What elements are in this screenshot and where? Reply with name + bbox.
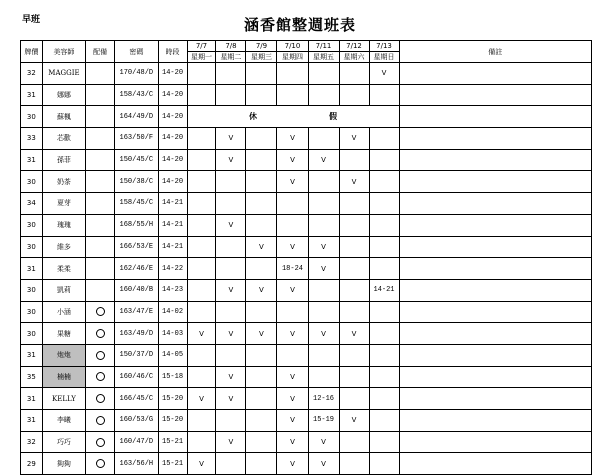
time-cell: 14-05 <box>158 344 187 366</box>
table-row <box>21 84 592 106</box>
day-cell <box>187 84 216 106</box>
day-cell <box>187 410 216 432</box>
price-cell: 31 <box>21 410 43 432</box>
assist-cell <box>86 388 115 410</box>
time-cell: 14-20 <box>158 149 187 171</box>
day-cell: V <box>339 171 369 193</box>
remark-cell <box>399 453 592 475</box>
remark-cell <box>399 214 592 236</box>
circle-icon <box>96 459 105 468</box>
time-cell: 14-20 <box>158 84 187 106</box>
day-cell <box>369 323 399 345</box>
time-cell: 15-20 <box>158 388 187 410</box>
stylist-name: 奶茶 <box>42 171 85 193</box>
price-cell: 31 <box>21 258 43 280</box>
day-cell <box>246 128 277 150</box>
day-cell: V <box>277 149 308 171</box>
price-cell: 34 <box>21 193 43 215</box>
day-date: 7/11 <box>308 41 339 52</box>
day-cell <box>308 344 339 366</box>
day-date: 7/12 <box>339 41 369 52</box>
assist-cell <box>86 431 115 453</box>
day-cell <box>308 301 339 323</box>
day-cell <box>369 388 399 410</box>
day-cell: 15-19 <box>308 410 339 432</box>
price-cell: 31 <box>21 388 43 410</box>
day-weekday: 星期六 <box>339 52 369 63</box>
table-row <box>21 388 592 410</box>
time-cell: 14-20 <box>158 63 187 85</box>
time-cell: 15-21 <box>158 453 187 475</box>
day-cell <box>246 453 277 475</box>
code-cell: 166/45/C <box>115 388 158 410</box>
remark-cell <box>399 193 592 215</box>
price-cell: 30 <box>21 301 43 323</box>
remark-cell <box>399 106 592 128</box>
day-cell <box>187 301 216 323</box>
day-cell <box>187 279 216 301</box>
stylist-name: 維多 <box>42 236 85 258</box>
day-cell: V <box>246 236 277 258</box>
table-row <box>21 410 592 432</box>
remark-cell <box>399 84 592 106</box>
day-cell <box>216 453 246 475</box>
price-cell: 30 <box>21 236 43 258</box>
day-cell: V <box>216 128 246 150</box>
day-date: 7/10 <box>277 41 308 52</box>
day-cell <box>277 63 308 85</box>
day-cell <box>369 301 399 323</box>
day-weekday: 星期五 <box>308 52 339 63</box>
day-cell <box>339 84 369 106</box>
day-cell <box>187 193 216 215</box>
day-cell <box>369 453 399 475</box>
table-row <box>21 301 592 323</box>
col-stylist: 美容師 <box>42 41 85 63</box>
day-cell <box>339 388 369 410</box>
assist-cell <box>86 106 115 128</box>
day-cell: V <box>277 171 308 193</box>
col-time: 時段 <box>158 41 187 63</box>
day-cell <box>339 63 369 85</box>
day-cell <box>216 258 246 280</box>
day-weekday: 星期四 <box>277 52 308 63</box>
day-cell <box>187 258 216 280</box>
day-cell: 14-21 <box>369 279 399 301</box>
day-cell: V <box>277 323 308 345</box>
assist-cell <box>86 149 115 171</box>
remark-cell <box>399 344 592 366</box>
table-row <box>21 63 592 85</box>
time-cell: 14-02 <box>158 301 187 323</box>
day-cell: V <box>308 431 339 453</box>
col-no: 牌價 <box>21 41 43 63</box>
table-row <box>21 193 592 215</box>
remark-cell <box>399 323 592 345</box>
stylist-name: MAGGIE <box>42 63 85 85</box>
stylist-name: 柔柔 <box>42 258 85 280</box>
price-cell: 30 <box>21 214 43 236</box>
time-cell: 14-20 <box>158 128 187 150</box>
remark-cell <box>399 236 592 258</box>
day-cell <box>339 301 369 323</box>
stylist-name: 楠楠 <box>42 366 85 388</box>
assist-cell <box>86 171 115 193</box>
code-cell: 168/55/H <box>115 214 158 236</box>
day-cell <box>277 193 308 215</box>
day-cell <box>187 128 216 150</box>
code-cell: 158/45/C <box>115 193 158 215</box>
assist-cell <box>86 214 115 236</box>
table-row <box>21 453 592 475</box>
assist-cell <box>86 258 115 280</box>
day-cell <box>339 366 369 388</box>
day-weekday: 星期日 <box>369 52 399 63</box>
circle-icon <box>96 329 105 338</box>
day-cell <box>308 84 339 106</box>
day-cell <box>187 171 216 193</box>
code-cell: 162/46/E <box>115 258 158 280</box>
day-cell <box>216 410 246 432</box>
price-cell: 30 <box>21 279 43 301</box>
stylist-name: 孫菲 <box>42 149 85 171</box>
day-cell <box>339 431 369 453</box>
table-row <box>21 214 592 236</box>
day-cell <box>339 344 369 366</box>
time-cell: 14-21 <box>158 193 187 215</box>
header <box>0 0 600 40</box>
stylist-name: 小涵 <box>42 301 85 323</box>
day-cell <box>308 128 339 150</box>
day-cell <box>369 171 399 193</box>
remark-cell <box>399 63 592 85</box>
day-cell <box>246 149 277 171</box>
day-cell: V <box>246 279 277 301</box>
day-cell <box>339 149 369 171</box>
col-assist: 配備 <box>86 41 115 63</box>
day-cell <box>277 301 308 323</box>
time-cell: 15-18 <box>158 366 187 388</box>
day-cell <box>369 84 399 106</box>
day-cell <box>339 453 369 475</box>
price-cell: 30 <box>21 323 43 345</box>
time-cell: 14-03 <box>158 323 187 345</box>
day-cell <box>246 344 277 366</box>
day-cell <box>216 236 246 258</box>
remark-cell <box>399 366 592 388</box>
day-cell <box>216 84 246 106</box>
code-cell: 160/53/G <box>115 410 158 432</box>
day-cell: V <box>277 410 308 432</box>
time-cell: 15-21 <box>158 431 187 453</box>
assist-cell <box>86 128 115 150</box>
code-cell: 163/56/H <box>115 453 158 475</box>
day-cell: V <box>308 149 339 171</box>
code-cell: 163/49/D <box>115 323 158 345</box>
remark-cell <box>399 301 592 323</box>
day-cell: V <box>277 279 308 301</box>
day-cell: V <box>216 388 246 410</box>
price-cell: 31 <box>21 344 43 366</box>
stylist-name: 夠夠 <box>42 453 85 475</box>
day-cell <box>339 193 369 215</box>
day-cell: V <box>339 128 369 150</box>
remark-cell <box>399 128 592 150</box>
remark-cell <box>399 149 592 171</box>
code-cell: 170/48/D <box>115 63 158 85</box>
day-weekday: 星期二 <box>216 52 246 63</box>
price-cell: 31 <box>21 84 43 106</box>
table-row <box>21 366 592 388</box>
code-cell: 164/49/D <box>115 106 158 128</box>
day-date: 7/13 <box>369 41 399 52</box>
shift-label: 早班 <box>22 15 41 25</box>
day-cell <box>216 344 246 366</box>
day-cell <box>216 301 246 323</box>
table-row <box>21 106 592 128</box>
day-cell <box>308 366 339 388</box>
day-cell: V <box>187 323 216 345</box>
day-cell: 18-24 <box>277 258 308 280</box>
day-cell <box>277 84 308 106</box>
day-cell: V <box>216 431 246 453</box>
code-cell: 160/40/B <box>115 279 158 301</box>
stylist-name: 李曦 <box>42 410 85 432</box>
day-cell <box>187 63 216 85</box>
day-cell <box>369 344 399 366</box>
assist-cell <box>86 279 115 301</box>
day-cell <box>246 301 277 323</box>
assist-cell <box>86 366 115 388</box>
price-cell: 35 <box>21 366 43 388</box>
day-date: 7/7 <box>187 41 216 52</box>
day-cell: V <box>216 214 246 236</box>
day-cell <box>246 171 277 193</box>
price-cell: 30 <box>21 106 43 128</box>
assist-cell <box>86 301 115 323</box>
day-cell: V <box>308 453 339 475</box>
day-cell <box>246 84 277 106</box>
day-cell: V <box>216 366 246 388</box>
assist-cell <box>86 453 115 475</box>
code-cell: 163/50/F <box>115 128 158 150</box>
day-cell <box>339 236 369 258</box>
day-cell: 12-16 <box>308 388 339 410</box>
day-cell <box>246 431 277 453</box>
table-row <box>21 128 592 150</box>
day-cell <box>308 279 339 301</box>
day-cell <box>216 193 246 215</box>
assist-cell <box>86 344 115 366</box>
day-cell: V <box>277 453 308 475</box>
day-cell: V <box>308 236 339 258</box>
day-cell: V <box>277 128 308 150</box>
col-remarks: 備註 <box>399 41 592 63</box>
day-cell <box>187 214 216 236</box>
circle-icon <box>96 351 105 360</box>
table-row <box>21 171 592 193</box>
circle-icon <box>96 372 105 381</box>
day-cell: V <box>216 323 246 345</box>
day-cell <box>246 388 277 410</box>
assist-cell <box>86 63 115 85</box>
assist-cell <box>86 193 115 215</box>
day-cell <box>369 128 399 150</box>
stylist-name: 瑰瑰 <box>42 214 85 236</box>
assist-cell <box>86 323 115 345</box>
day-cell <box>246 214 277 236</box>
day-cell: V <box>339 410 369 432</box>
day-cell <box>339 279 369 301</box>
day-cell <box>308 63 339 85</box>
day-cell <box>187 236 216 258</box>
day-date: 7/8 <box>216 41 246 52</box>
remark-cell <box>399 431 592 453</box>
day-cell <box>246 193 277 215</box>
table-row <box>21 323 592 345</box>
day-cell <box>246 410 277 432</box>
day-cell <box>246 63 277 85</box>
day-cell: V <box>277 236 308 258</box>
day-cell <box>369 410 399 432</box>
time-cell: 14-23 <box>158 279 187 301</box>
time-cell: 14-21 <box>158 236 187 258</box>
day-cell <box>187 366 216 388</box>
day-cell <box>216 171 246 193</box>
page-title: 涵香館整週班表 <box>243 16 356 34</box>
price-cell: 32 <box>21 431 43 453</box>
day-cell <box>277 344 308 366</box>
stylist-name: 果糖 <box>42 323 85 345</box>
time-cell: 14-22 <box>158 258 187 280</box>
code-cell: 166/53/E <box>115 236 158 258</box>
day-cell <box>277 214 308 236</box>
code-cell: 160/47/D <box>115 431 158 453</box>
table-row <box>21 236 592 258</box>
day-cell <box>308 171 339 193</box>
circle-icon <box>96 416 105 425</box>
schedule-table <box>20 40 592 475</box>
day-cell <box>369 366 399 388</box>
circle-icon <box>96 438 105 447</box>
day-date: 7/9 <box>246 41 277 52</box>
day-cell <box>339 258 369 280</box>
code-cell: 150/45/C <box>115 149 158 171</box>
day-cell <box>187 431 216 453</box>
day-cell: V <box>216 149 246 171</box>
day-cell: V <box>246 323 277 345</box>
remark-cell <box>399 171 592 193</box>
assist-cell <box>86 84 115 106</box>
day-cell <box>246 366 277 388</box>
time-cell: 14-20 <box>158 106 187 128</box>
code-cell: 158/43/C <box>115 84 158 106</box>
day-cell <box>369 193 399 215</box>
price-cell: 29 <box>21 453 43 475</box>
day-cell <box>308 193 339 215</box>
time-cell: 14-21 <box>158 214 187 236</box>
stylist-name: 凱莉 <box>42 279 85 301</box>
price-cell: 30 <box>21 171 43 193</box>
price-cell: 32 <box>21 63 43 85</box>
remark-cell <box>399 388 592 410</box>
stylist-name: 娜娜 <box>42 84 85 106</box>
day-cell <box>369 236 399 258</box>
code-cell: 160/46/C <box>115 366 158 388</box>
day-cell <box>369 258 399 280</box>
day-cell <box>369 149 399 171</box>
time-cell: 14-20 <box>158 171 187 193</box>
day-cell: V <box>308 323 339 345</box>
day-weekday: 星期三 <box>246 52 277 63</box>
day-cell: V <box>277 431 308 453</box>
time-cell: 15-20 <box>158 410 187 432</box>
day-cell: V <box>277 388 308 410</box>
stylist-name: KELLY <box>42 388 85 410</box>
day-cell <box>246 258 277 280</box>
day-cell <box>187 344 216 366</box>
schedule-body <box>21 63 592 475</box>
stylist-name: 夏芽 <box>42 193 85 215</box>
stylist-name: 炮炮 <box>42 344 85 366</box>
stylist-name: 芯歡 <box>42 128 85 150</box>
day-cell <box>369 431 399 453</box>
day-cell: V <box>187 388 216 410</box>
remark-cell <box>399 258 592 280</box>
code-cell: 163/47/E <box>115 301 158 323</box>
table-row <box>21 149 592 171</box>
day-cell: V <box>216 279 246 301</box>
stylist-name: 蘇楓 <box>42 106 85 128</box>
col-code: 密碼 <box>115 41 158 63</box>
circle-icon <box>96 307 105 316</box>
assist-cell <box>86 236 115 258</box>
code-cell: 150/37/D <box>115 344 158 366</box>
circle-icon <box>96 394 105 403</box>
price-cell: 33 <box>21 128 43 150</box>
stylist-name: 巧巧 <box>42 431 85 453</box>
table-row <box>21 279 592 301</box>
day-cell <box>369 214 399 236</box>
day-cell <box>308 214 339 236</box>
day-cell <box>216 63 246 85</box>
assist-cell <box>86 410 115 432</box>
day-cell: V <box>308 258 339 280</box>
day-weekday: 星期一 <box>187 52 216 63</box>
day-cell <box>187 149 216 171</box>
price-cell: 31 <box>21 149 43 171</box>
table-row <box>21 431 592 453</box>
table-row <box>21 258 592 280</box>
day-off-cell: 休 假 <box>187 106 399 128</box>
day-cell: V <box>339 323 369 345</box>
table-row <box>21 344 592 366</box>
day-cell <box>339 214 369 236</box>
day-cell: V <box>277 366 308 388</box>
day-cell: V <box>187 453 216 475</box>
remark-cell <box>399 279 592 301</box>
remark-cell <box>399 410 592 432</box>
code-cell: 150/38/C <box>115 171 158 193</box>
day-cell: V <box>369 63 399 85</box>
